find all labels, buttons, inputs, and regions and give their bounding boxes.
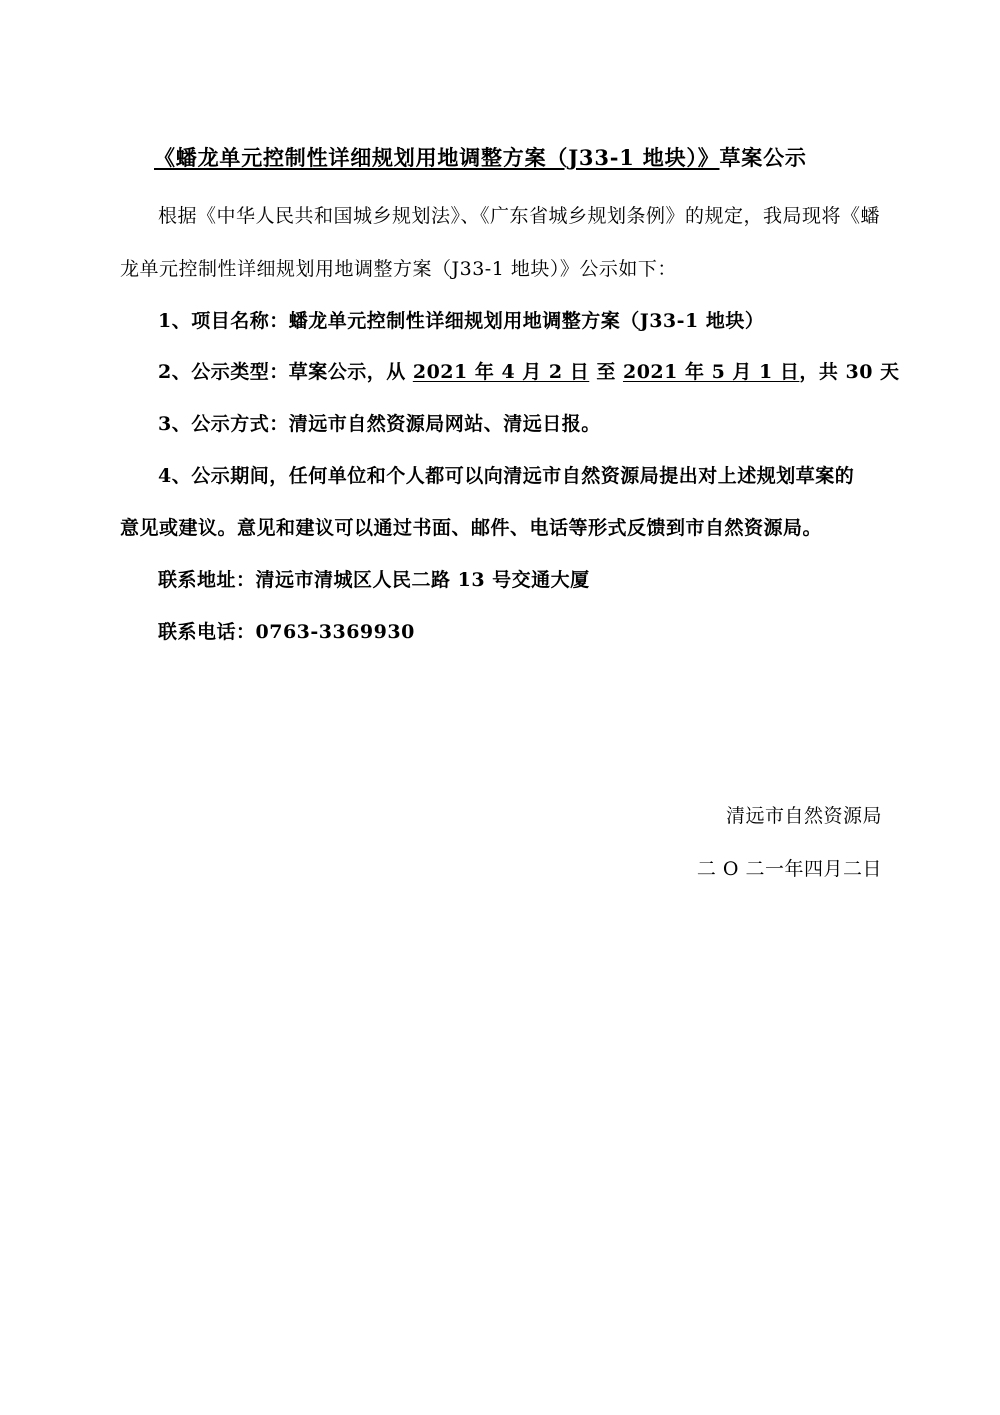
contact-phone: 联系电话：0763-3369930 bbox=[158, 621, 415, 643]
item2-suffix: ，共 30 天 bbox=[799, 361, 900, 383]
item2-middle: 至 bbox=[589, 361, 623, 383]
intro-line-1: 根据《中华人民共和国城乡规划法》、《广东省城乡规划条例》的规定，我局现将《蟠 bbox=[158, 205, 881, 227]
item-announcement-type bbox=[158, 360, 900, 384]
signature-date: 二 O 二一年四月二日 bbox=[696, 858, 882, 880]
title-underlined: 《蟠龙单元控制性详细规划用地调整方案（J33-1 地块）》 bbox=[154, 145, 720, 170]
intro-line-2: 龙单元控制性详细规划用地调整方案（J33-1 地块）》公示如下： bbox=[120, 258, 677, 280]
end-date: 2021 年 5 月 1 日 bbox=[622, 361, 800, 383]
signature-org: 清远市自然资源局 bbox=[725, 805, 882, 827]
title-tail: 草案公示 bbox=[719, 145, 807, 170]
item-feedback-line-1: 4、公示期间，任何单位和个人都可以向清远市自然资源局提出对上述规划草案的 bbox=[158, 465, 855, 487]
contact-address: 联系地址：清远市清城区人民二路 13 号交通大厦 bbox=[158, 569, 590, 591]
start-date: 2021 年 4 月 2 日 bbox=[412, 361, 590, 383]
page-title bbox=[154, 146, 807, 170]
item-project-name: 1、项目名称：蟠龙单元控制性详细规划用地调整方案（J33-1 地块） bbox=[158, 310, 765, 332]
item-announcement-method: 3、公示方式：清远市自然资源局网站、清远日报。 bbox=[158, 413, 601, 435]
item2-prefix: 2、公示类型：草案公示，从 bbox=[158, 361, 413, 383]
item-feedback-line-2: 意见或建议。意见和建议可以通过书面、邮件、电话等形式反馈到市自然资源局。 bbox=[120, 517, 823, 539]
